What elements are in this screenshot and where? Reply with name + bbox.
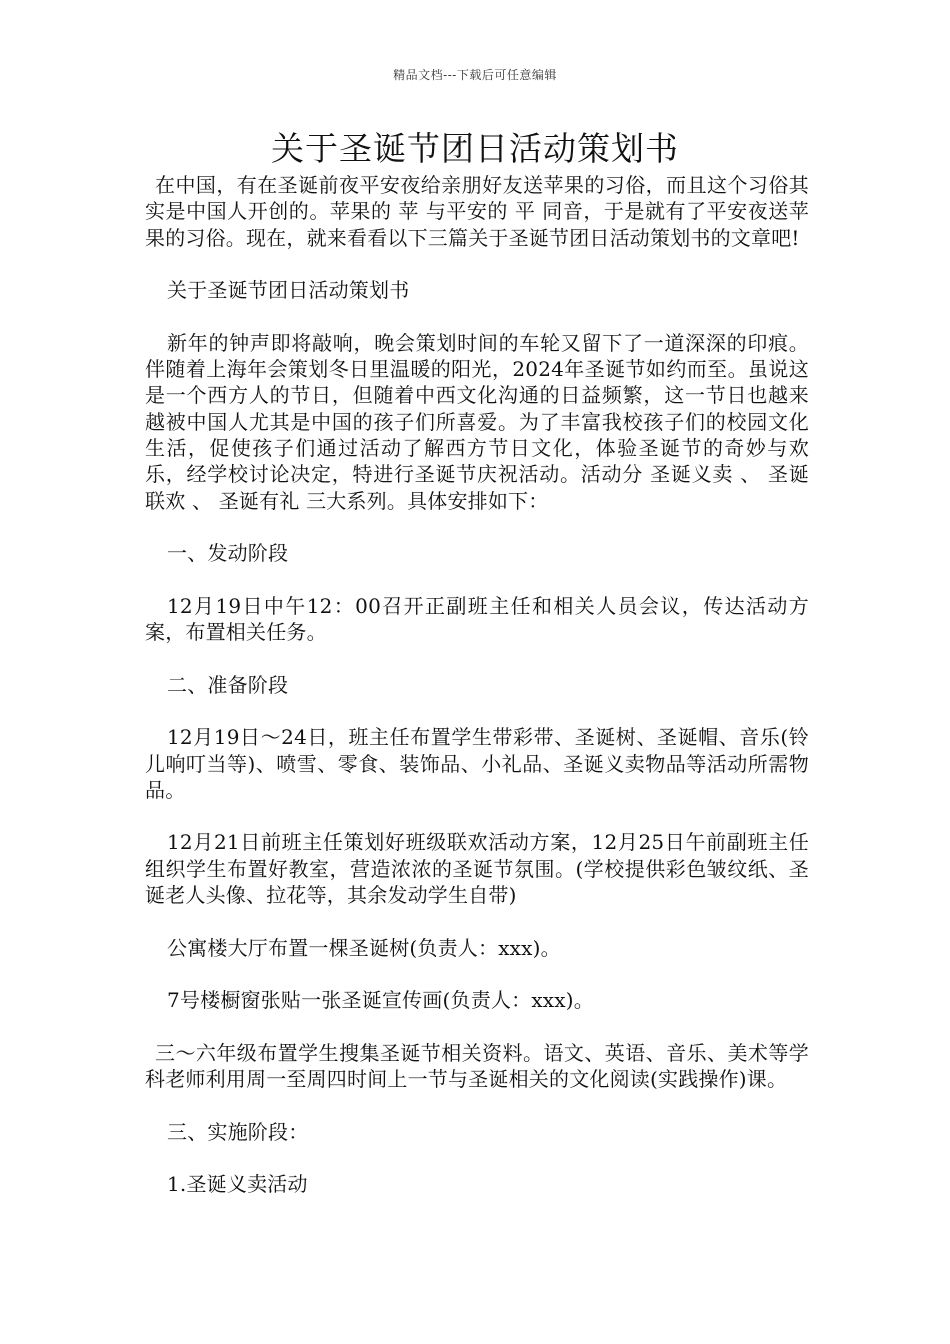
body-paragraph: 新年的钟声即将敲响，晚会策划时间的车轮又留下了一道深深的印痕。伴随着上海年会策划冬日里温暖的阳光，2024年圣诞节如约而至。虽说这是一个西方人的节日，但随着中西文化沟通的日益频繁，这一节日也越来越被中国人尤其是中国的孩子们所喜爱。为了丰富我校孩子们的校园文化生活，促使孩子们通过活动了解西方节日文化，体验圣诞节的奇妙与欢乐，经学校讨论决定，特进行圣诞节庆祝活动。活动分 圣诞义卖 、 圣诞联欢 、 圣诞有礼 三大系列。具体安排如下： [145,330,809,513]
document-body [145,172,809,1224]
page-header-note: 精品文档---下载后可任意编辑 [393,68,557,82]
body-paragraph: 12月19日中午12：00召开正副班主任和相关人员会议，传达活动方案，布置相关任务。 [145,593,809,645]
section-heading-plan: 关于圣诞节团日活动策划书 [167,278,410,303]
section-heading-launch: 一、发动阶段 [167,541,289,566]
section-heading-implement: 三、实施阶段： [167,1119,309,1144]
list-item: 1.圣诞义卖活动 [167,1172,308,1197]
body-paragraph: 7号楼橱窗张贴一张圣诞宣传画(负责人：xxx)。 [167,988,594,1013]
body-paragraph: 12月19日～24日，班主任布置学生带彩带、圣诞树、圣诞帽、音乐(铃儿响叮当等)、喷雪、零食、装饰品、小礼品、圣诞义卖物品等活动所需物品。 [145,725,809,802]
intro-paragraph: 在中国，有在圣诞前夜平安夜给亲朋好友送苹果的习俗，而且这个习俗其实是中国人开创的。苹果的 苹 与平安的 平 同音，于是就有了平安夜送苹果的习俗。现在，就来看看以下三篇关于圣诞节团日活动策划书的文章吧! [145,173,809,250]
document-title: 关于圣诞节团日活动策划书 [271,129,679,168]
body-paragraph: 三～六年级布置学生搜集圣诞节相关资料。语文、英语、音乐、美术等学科老师利用周一至周四时间上一节与圣诞相关的文化阅读(实践操作)课。 [145,1040,809,1092]
body-paragraph: 12月21日前班主任策划好班级联欢活动方案，12月25日午前副班主任组织学生布置好教室，营造浓浓的圣诞节氛围。(学校提供彩色皱纹纸、圣诞老人头像、拉花等，其余发动学生自带) [145,830,809,908]
section-heading-prepare: 二、准备阶段 [167,672,289,697]
body-paragraph: 公寓楼大厅布置一棵圣诞树(负责人：xxx)。 [167,935,561,960]
